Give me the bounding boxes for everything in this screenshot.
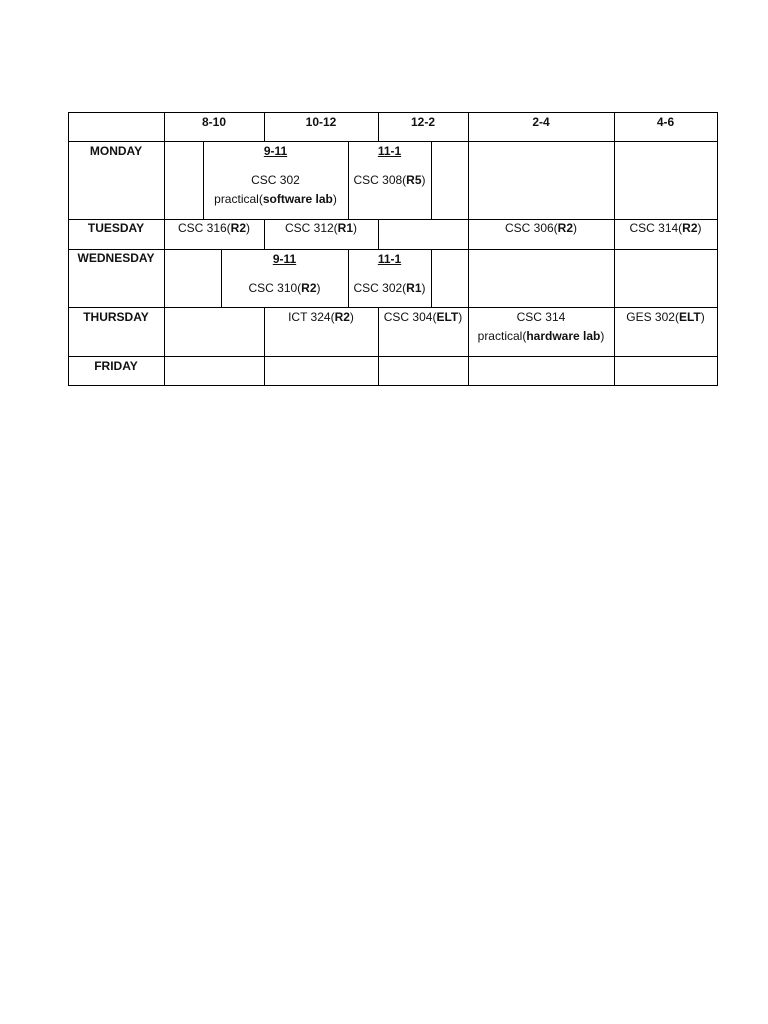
thursday-2-4-type: practical( xyxy=(477,329,527,343)
monday-11-1-close: ) xyxy=(421,173,426,187)
header-slot-8-10: 8-10 xyxy=(201,115,227,129)
wednesday-11-1-time: 11-1 xyxy=(377,252,402,266)
day-label-tuesday: TUESDAY xyxy=(87,221,145,235)
monday-11-1-course: CSC 308( xyxy=(353,173,407,187)
thursday-4-6-course: GES 302( xyxy=(626,310,679,324)
tuesday-2-4-room: R2 xyxy=(557,221,574,235)
thursday-10-12-room: R2 xyxy=(334,310,350,324)
header-slot-10-12: 10-12 xyxy=(305,115,337,129)
thursday-12-2-course: CSC 304( xyxy=(383,310,437,324)
tuesday-8-10-close: ) xyxy=(246,221,251,235)
thursday-2-4-room-line xyxy=(468,327,614,346)
thursday-2-4-room: hardware lab xyxy=(526,329,601,343)
thursday-12-2-room: ELT xyxy=(436,310,459,324)
tuesday-2-4-close: ) xyxy=(573,221,578,235)
tuesday-10-12-cell xyxy=(264,219,378,238)
header-slot-4-6: 4-6 xyxy=(656,115,675,129)
grid-line xyxy=(378,219,379,250)
grid-line xyxy=(431,141,432,220)
grid-line xyxy=(431,249,432,308)
tuesday-4-6-room: R2 xyxy=(682,221,698,235)
tuesday-2-4-course: CSC 306( xyxy=(504,221,558,235)
grid-line xyxy=(68,385,718,386)
grid-line xyxy=(164,112,165,386)
wednesday-9-11-close: ) xyxy=(316,281,321,295)
thursday-12-2-close: ) xyxy=(458,310,463,324)
wednesday-9-11-course: CSC 310( xyxy=(248,281,302,295)
wednesday-11-1-room: R1 xyxy=(406,281,422,295)
tuesday-4-6-close: ) xyxy=(697,221,702,235)
tuesday-4-6-cell xyxy=(614,219,717,238)
wednesday-11-1-cell xyxy=(348,250,431,298)
tuesday-10-12-room: R1 xyxy=(337,221,354,235)
grid-line xyxy=(68,356,718,357)
monday-11-1-course-line xyxy=(348,171,431,190)
grid-line xyxy=(717,112,718,386)
thursday-12-2-cell xyxy=(378,308,468,327)
day-label-thursday: THURSDAY xyxy=(83,310,149,324)
day-label-friday: FRIDAY xyxy=(94,359,138,373)
tuesday-8-10-cell xyxy=(164,219,264,238)
monday-9-11-cell xyxy=(203,142,348,209)
tuesday-4-6-course: CSC 314( xyxy=(629,221,683,235)
monday-9-11-course: CSC 302 xyxy=(251,173,300,187)
monday-9-11-room-line xyxy=(203,190,348,209)
wednesday-9-11-cell xyxy=(221,250,348,298)
thursday-10-12-course: ICT 324( xyxy=(288,310,335,324)
tuesday-8-10-course: CSC 316( xyxy=(177,221,231,235)
wednesday-11-1-course-line xyxy=(348,279,431,298)
thursday-2-4-course: CSC 314 xyxy=(516,310,566,324)
wednesday-11-1-course: CSC 302( xyxy=(353,281,407,295)
monday-9-11-close: ) xyxy=(332,192,337,206)
grid-line xyxy=(614,112,615,386)
wednesday-9-11-room: R2 xyxy=(301,281,317,295)
wednesday-9-11-course-line xyxy=(221,279,348,298)
thursday-4-6-close: ) xyxy=(700,310,705,324)
header-slot-12-2: 12-2 xyxy=(410,115,436,129)
tuesday-8-10-room: R2 xyxy=(230,221,247,235)
monday-9-11-time: 9-11 xyxy=(263,144,288,158)
day-label-monday: MONDAY xyxy=(89,144,143,158)
wednesday-9-11-time: 9-11 xyxy=(272,252,297,266)
day-label-wednesday: WEDNESDAY xyxy=(77,251,155,265)
thursday-2-4-close: ) xyxy=(600,329,605,343)
header-slot-2-4: 2-4 xyxy=(532,115,550,129)
tuesday-10-12-course: CSC 312( xyxy=(284,221,338,235)
monday-9-11-type: practical( xyxy=(214,192,263,206)
monday-11-1-cell xyxy=(348,142,431,190)
thursday-10-12-cell xyxy=(264,308,378,327)
monday-11-1-room: R5 xyxy=(406,173,422,187)
thursday-2-4-cell xyxy=(468,308,614,346)
tuesday-10-12-close: ) xyxy=(353,221,358,235)
tuesday-2-4-cell xyxy=(468,219,614,238)
thursday-10-12-close: ) xyxy=(349,310,354,324)
thursday-4-6-room: ELT xyxy=(678,310,701,324)
thursday-4-6-cell xyxy=(614,308,717,327)
monday-11-1-time: 11-1 xyxy=(377,144,402,158)
wednesday-11-1-close: ) xyxy=(421,281,426,295)
monday-9-11-room: software lab xyxy=(262,192,333,206)
